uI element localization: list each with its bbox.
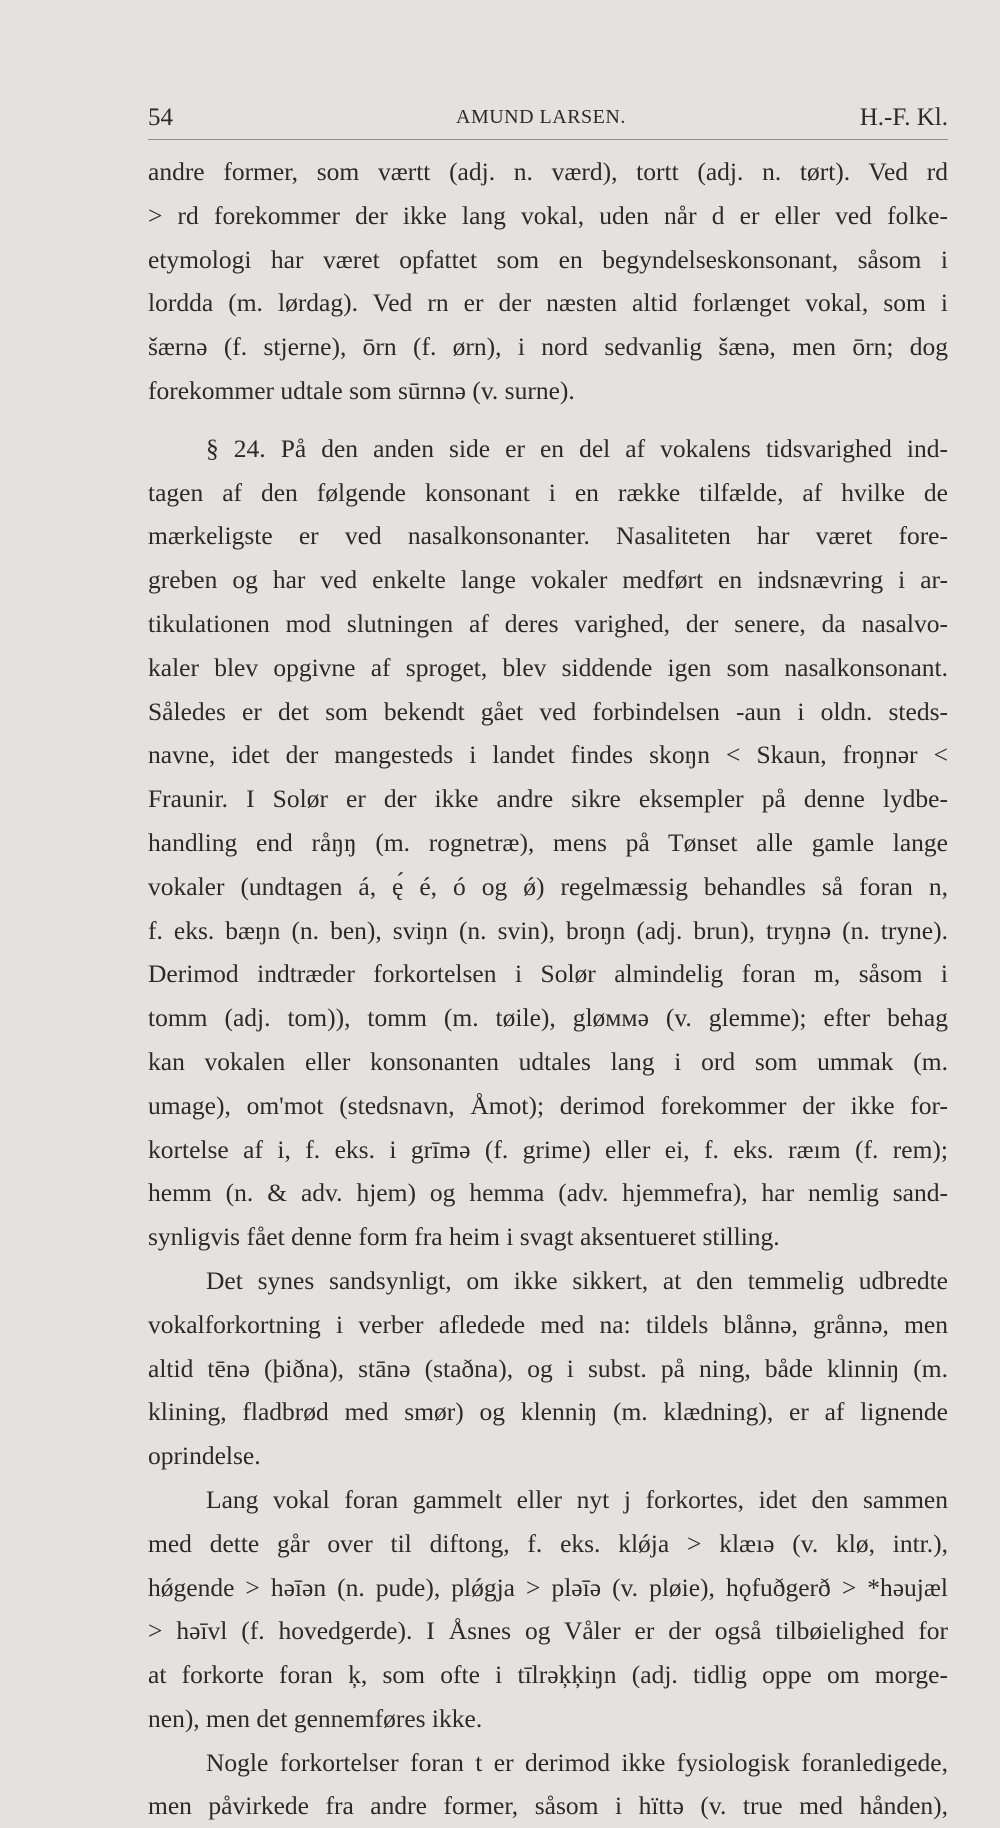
text-line: f. eks. bæŋn (n. ben), sviŋn (n. svin), broŋn (adj. brun), tryŋnə (n. tryne).: [148, 915, 948, 945]
text-line: nen), men det gennemføres ikke.: [148, 1703, 483, 1733]
text-line: vokaler (undtagen á, ę́ é, ó og ǿ) regelmæssig behandles så foran n,: [148, 871, 948, 901]
running-head-author: AMUND LARSEN.: [456, 106, 626, 128]
text-line: Derimod indtræder forkortelsen i Solør almindelig foran m, såsom i: [148, 959, 948, 989]
text-line: men påvirkede fra andre former, såsom i hïttə (v. true med hånden),: [148, 1791, 948, 1821]
text-line: lordda (m. lørdag). Ved rn er der næsten altid forlænget vokal, som i: [148, 288, 948, 318]
text-line: at forkorte foran ķ, som ofte i tīlrəķķiŋn (adj. tidlig oppe om morge-: [148, 1660, 948, 1690]
text-line: andre former, som værtt (adj. n. værd), tortt (adj. n. tørt). Ved rd: [148, 157, 948, 186]
text-line: Nogle forkortelser foran t er derimod ikke fysiologisk foranledigede,: [206, 1747, 948, 1777]
text-line: oprindelse.: [148, 1441, 261, 1471]
text-line: synligvis fået denne form fra heim i svagt aksentueret stilling.: [148, 1222, 780, 1252]
running-head-section: H.-F. Kl.: [859, 104, 948, 131]
text-line: hǿgende > həīən (n. pude), plǿgja > pləīə (v. pløie), hǫfuðgerð > *həujæl: [148, 1572, 948, 1602]
text-line: handling end råŋŋ (m. rognetræ), mens på Tønset alle gamle lange: [148, 827, 948, 857]
page-header: [148, 100, 948, 138]
text-line: > həīvl (f. hovedgerde). I Åsnes og Våler er der også tilbøielighed for: [148, 1616, 948, 1646]
text-line: kortelse af i, f. eks. i grīmə (f. grime) eller ei, f. eks. ræım (f. rem);: [148, 1134, 948, 1164]
text-line: mærkeligste er ved nasalkonsonanter. Nasaliteten har været fore-: [148, 521, 948, 551]
text-line: Lang vokal foran gammelt eller nyt j forkortes, idet den sammen: [206, 1484, 948, 1514]
body-text: [148, 150, 948, 1828]
text-line: klining, fladbrød med smør) og klenniŋ (m. klædning), er af lignende: [148, 1397, 948, 1427]
text-line: tagen af den følgende konsonant i en række tilfælde, af hvilke de: [148, 477, 948, 507]
text-line: forekommer udtale som sūrnnə (v. surne).: [148, 375, 575, 405]
text-line: altid tēnə (þiðna), stānə (staðna), og i subst. på ning, både klinniŋ (m.: [148, 1353, 948, 1383]
text-line: vokalforkortning i verber afledede med na: tildels blånnə, grånnə, men: [148, 1309, 948, 1339]
text-line: § 24. På den anden side er en del af vokalens tidsvarighed ind-: [206, 433, 948, 463]
text-line: kan vokalen eller konsonanten udtales lang i ord som ummak (m.: [148, 1046, 948, 1076]
text-line: hemm (n. & adv. hjem) og hemma (adv. hjemmefra), har nemlig sand-: [148, 1178, 948, 1208]
header-rule: [148, 139, 948, 140]
page-number: 54: [148, 104, 173, 131]
text-line: > rd forekommer der ikke lang vokal, uden når d er eller ved folke-: [148, 200, 948, 230]
text-line: navne, idet der mangesteds i landet findes skoŋn < Skaun, froŋnər <: [148, 740, 948, 770]
text-line: etymologi har været opfattet som en begyndelseskonsonant, såsom i: [148, 244, 948, 274]
text-line: umage), om'mot (stedsnavn, Åmot); derimod forekommer der ikke for-: [148, 1090, 948, 1120]
text-line: tomm (adj. tom)), tomm (m. tøile), gløммə (v. glemme); efter behag: [148, 1003, 948, 1033]
text-line: tikulationen mod slutningen af deres varighed, der senere, da nasalvo-: [148, 608, 948, 638]
text-line: med dette går over til diftong, f. eks. klǿja > klæıə (v. klø, intr.),: [148, 1528, 948, 1558]
text-line: greben og har ved enkelte lange vokaler medført en indsnævring i ar-: [148, 565, 948, 595]
text-line: šærnə (f. stjerne), ōrn (f. ørn), i nord sedvanlig šænə, men ōrn; dog: [148, 332, 948, 362]
text-line: Det synes sandsynligt, om ikke sikkert, at den temmelig udbredte: [206, 1265, 948, 1295]
text-line: Fraunir. I Solør er der ikke andre sikre eksempler på denne lydbe-: [148, 784, 948, 814]
text-line: kaler blev opgivne af sproget, blev siddende igen som nasalkonsonant.: [148, 652, 948, 682]
text-line: Således er det som bekendt gået ved forbindelsen -aun i oldn. steds-: [148, 696, 948, 726]
